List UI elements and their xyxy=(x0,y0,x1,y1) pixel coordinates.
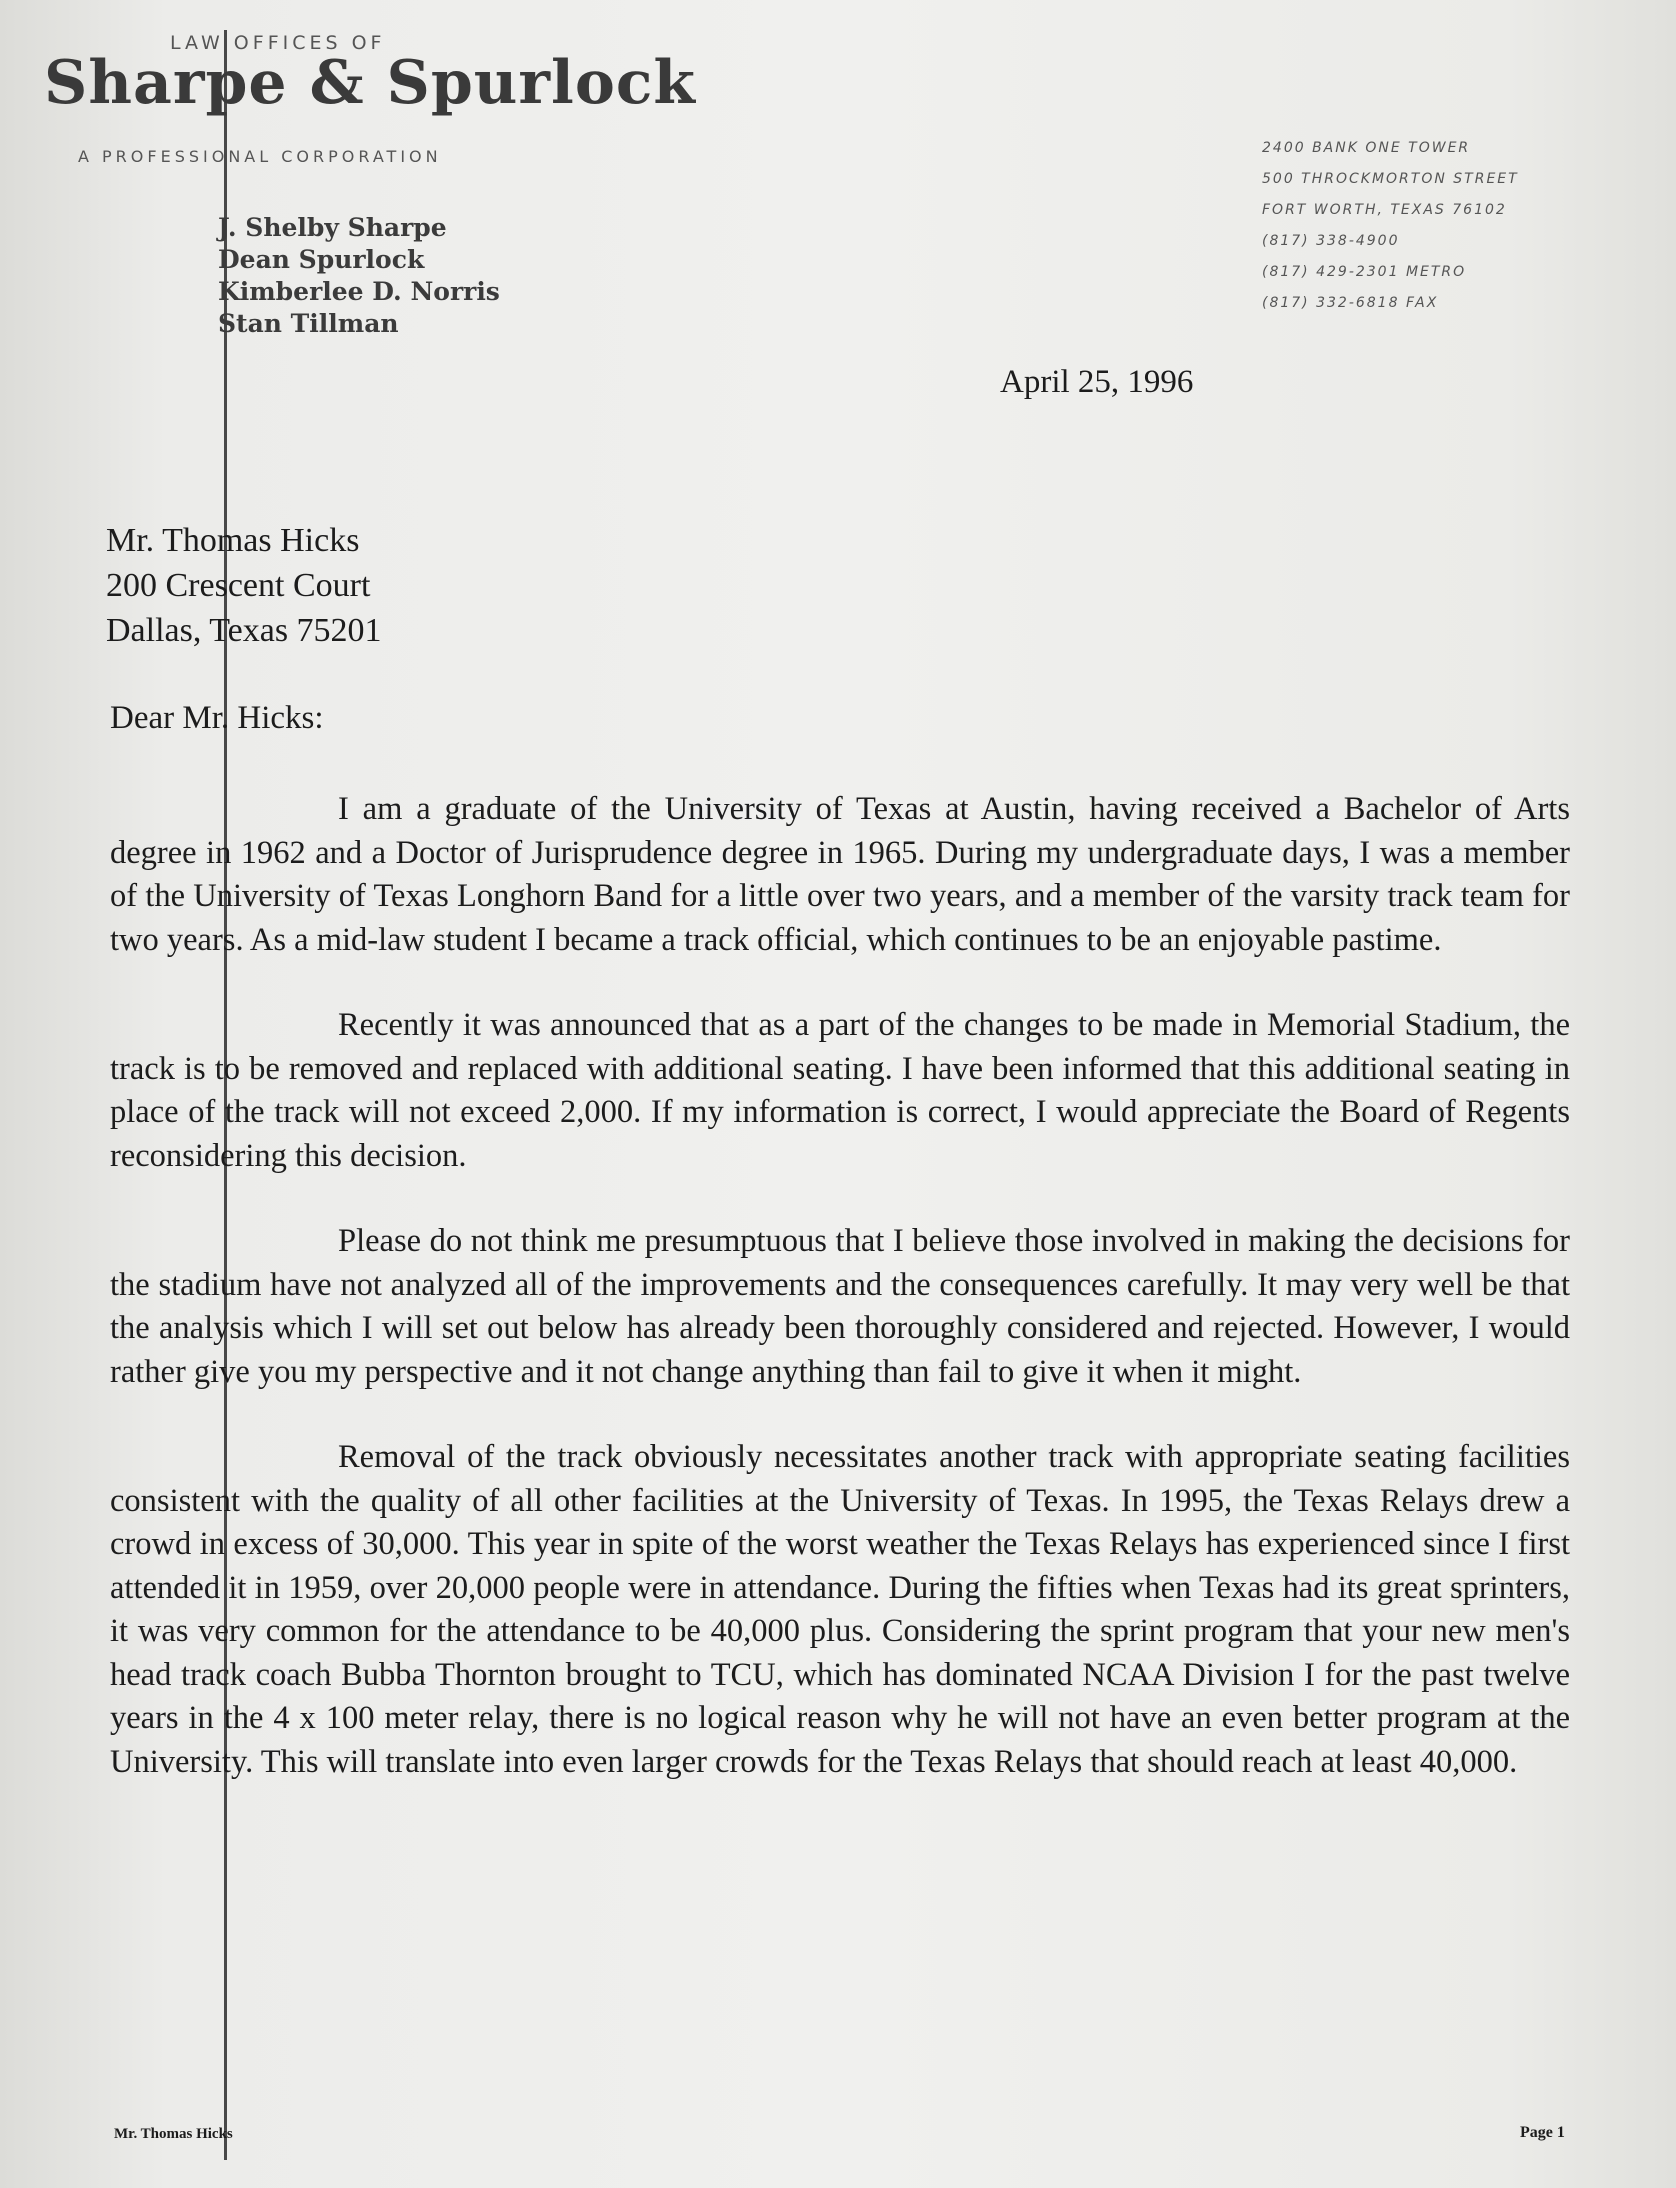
partner-name: Kimberlee D. Norris xyxy=(218,277,500,306)
recipient-city: Dallas, Texas 75201 xyxy=(106,612,382,649)
footer-recipient: Mr. Thomas Hicks xyxy=(114,2126,233,2142)
body-paragraph: Please do not think me presumptuous that I believe those involved in making the decisions for the stadium have not analyzed all of the improvements and the consequences carefully. It may very well be that the analysis which I will set out below has already been thoroughly considered and rejected. However, I would rather give you my perspective and it not change anything than fail to give it when it might. xyxy=(110,1223,1570,1390)
address-line: FORT WORTH, TEXAS 76102 xyxy=(1262,202,1507,218)
recipient-block xyxy=(106,518,382,653)
address-line: 2400 BANK ONE TOWER xyxy=(1262,140,1471,156)
address-line: 500 THROCKMORTON STREET xyxy=(1262,171,1519,187)
letter-date: April 25, 1996 xyxy=(1000,364,1194,400)
professional-corporation-label: A PROFESSIONAL CORPORATION xyxy=(78,147,442,166)
partner-name: Stan Tillman xyxy=(218,309,399,338)
body-paragraph: I am a graduate of the University of Texas at Austin, having received a Bachelor of Arts degree in 1962 and a Doctor of Jurisprudence degree in 1965. During my undergraduate days, I was a member of the University of Texas Longhorn Band for a little over two years, and a member of the varsity track team for two years. As a mid-law student I became a track official, which continues to be an enjoyable pastime. xyxy=(110,791,1570,958)
firm-name: Sharpe & Spurlock xyxy=(44,48,696,118)
body-paragraph: Removal of the track obviously necessitates another track with appropriate seating facilities consistent with the quality of all other facilities at the University of Texas. In 1995, the Texas Relays drew a crowd in excess of 30,000. This year in spite of the worst weather the Texas Relays has experienced since I first attended it in 1959, over 20,000 people were in attendance. During the fifties when Texas had its great sprinters, it was very common for the attendance to be 40,000 plus. Considering the sprint program that your new men's head track coach Bubba Thornton brought to TCU, which has dominated NCAA Division I for the past twelve years in the 4 x 100 meter relay, there is no logical reason why he will not have an even better program at the University. This will translate into even larger crowds for the Texas Relays that should reach at least 40,000. xyxy=(110,1439,1570,1780)
body-paragraph: Recently it was announced that as a part of the changes to be made in Memorial Stadium, the track is to be removed and replaced with additional seating. I have been informed that this additional seating in place of the track will not exceed 2,000. If my information is correct, I would appreciate the Board of Regents reconsidering this decision. xyxy=(110,1007,1570,1174)
recipient-street: 200 Crescent Court xyxy=(106,567,371,604)
law-offices-label: LAW OFFICES OF xyxy=(170,32,386,54)
phone-line: (817) 338-4900 xyxy=(1262,233,1400,249)
page-number: Page 1 xyxy=(1520,2124,1565,2141)
recipient-name: Mr. Thomas Hicks xyxy=(106,522,360,559)
partner-list xyxy=(218,212,500,340)
salutation: Dear Mr. Hicks: xyxy=(110,700,324,736)
letter-body xyxy=(110,788,1570,1826)
firm-address xyxy=(1262,133,1519,319)
partner-name: J. Shelby Sharpe xyxy=(218,213,447,242)
fax-line: (817) 332-6818 FAX xyxy=(1262,295,1439,311)
partner-name: Dean Spurlock xyxy=(218,245,425,274)
metro-phone-line: (817) 429-2301 METRO xyxy=(1262,264,1467,280)
